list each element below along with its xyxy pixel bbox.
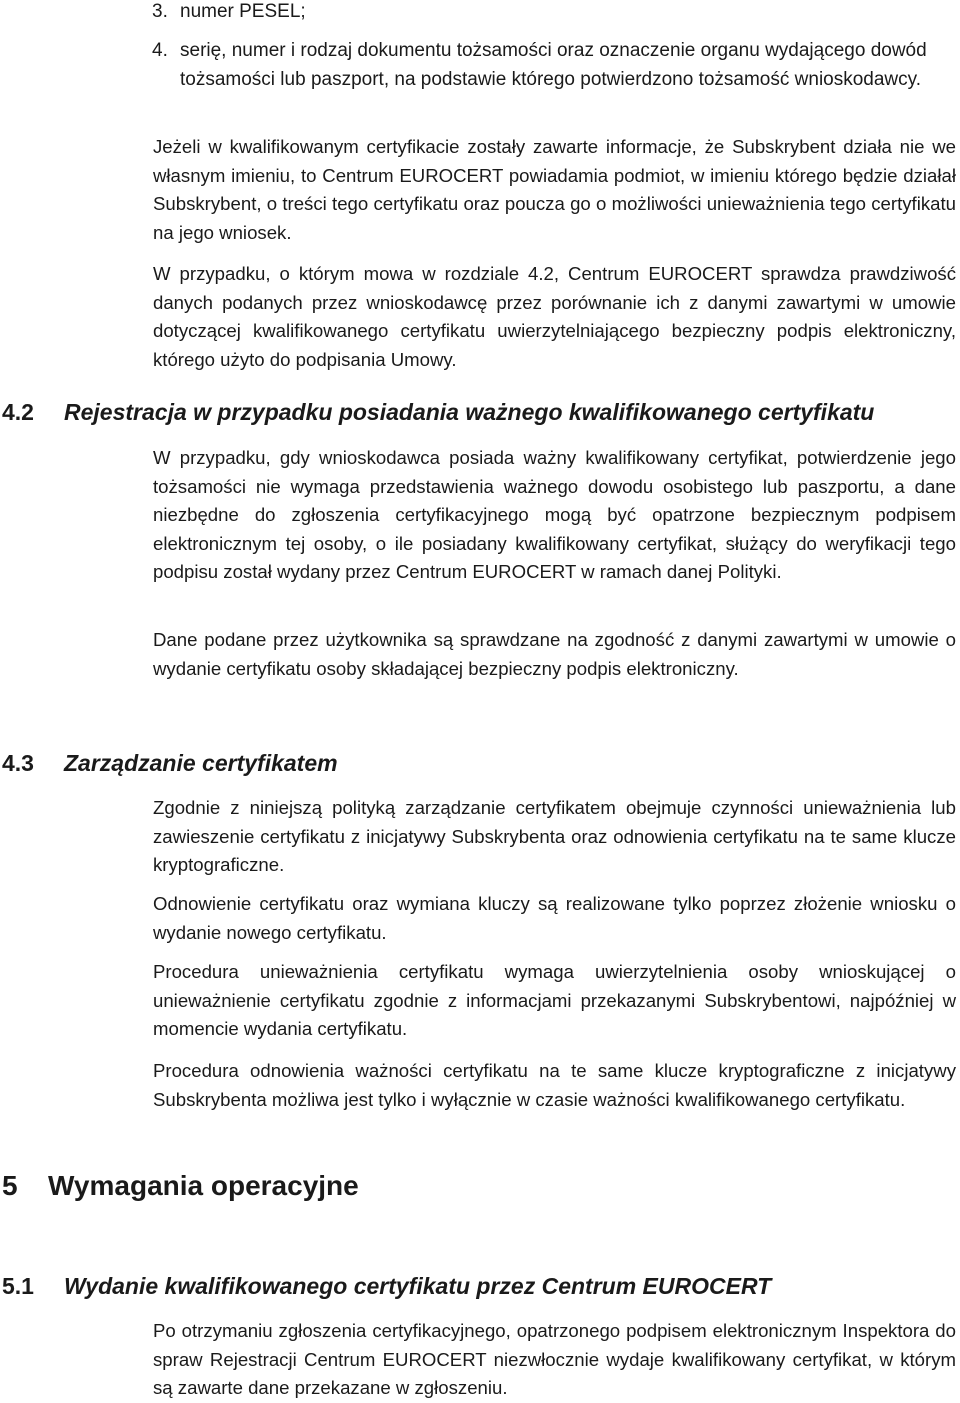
list-text: serię, numer i rodzaj dokumentu tożsamości oraz oznaczenie organu wydającego dowód tożsamości lub paszport, na podstawie którego potwierdzono tożsamość wnioskodawcy.	[180, 40, 927, 90]
list-number: 3.	[152, 1, 168, 22]
section-heading-4-2	[2, 399, 874, 426]
section-title: Wydanie kwalifikowanego certyfikatu przez Centrum EUROCERT	[64, 1273, 772, 1299]
section-heading-4-3	[2, 750, 338, 777]
paragraph: Jeżeli w kwalifikowanym certyfikacie zostały zawarte informacje, że Subskrybent działa nie we własnym imieniu, to Centrum EUROCERT powiadamia podmiot, w imieniu którego będzie działał Subskrybent, o treści tego certyfikatu oraz poucza go o możliwości unieważnienia tego certyfikatu na jego wniosek.	[153, 136, 956, 243]
paragraph: Odnowienie certyfikatu oraz wymiana kluczy są realizowane tylko poprzez złożenie wniosku o wydanie nowego certyfikatu.	[153, 893, 956, 943]
section-number: 5.1	[2, 1273, 34, 1299]
paragraph: Po otrzymaniu zgłoszenia certyfikacyjnego, opatrzonego podpisem elektronicznym Inspektora do spraw Rejestracji Centrum EUROCERT niezwłocznie wydaje kwalifikowany certyfikat, w którym są zawarte dane przekazane w zgłoszeniu.	[153, 1320, 956, 1398]
paragraph: W przypadku, o którym mowa w rozdziale 4.2, Centrum EUROCERT sprawdza prawdziwość danych podanych przez wnioskodawcę przez porównanie ich z danymi zawartymi w umowie dotyczącej kwalifikowanego certyfikatu uwierzytelniającego bezpieczny podpis elektroniczny, którego użyto do podpisania Umowy.	[153, 263, 956, 370]
paragraph: Procedura unieważnienia certyfikatu wymaga uwierzytelnienia osoby wnioskującej o unieważnienie certyfikatu zgodnie z informacjami przekazanymi Subskrybentowi, najpóźniej w momencie wydania certyfikatu.	[153, 961, 956, 1039]
list-number: 4.	[152, 40, 168, 61]
paragraph: W przypadku, gdy wnioskodawca posiada ważny kwalifikowany certyfikat, potwierdzenie jego tożsamości nie wymaga przedstawienia ważnego dowodu osobistego lub paszportu, a dane niezbędne do zgłoszenia certyfikacyjnego mogą być opatrzone bezpiecznym podpisem elektronicznym tej osoby, o ile posiadany kwalifikowany certyfikat, służący do weryfikacji tego podpisu został wydany przez Centrum EUROCERT w ramach danej Polityki.	[153, 447, 956, 582]
section-number: 4.3	[2, 750, 34, 776]
paragraph: Procedura odnowienia ważności certyfikatu na te same klucze kryptograficzne z inicjatywy Subskrybenta możliwa jest tylko i wyłącznie w czasie ważności kwalifikowanego certyfikatu.	[153, 1060, 956, 1110]
paragraph: Dane podane przez użytkownika są sprawdzane na zgodność z danymi zawartymi w umowie o wydanie certyfikatu osoby składającej bezpieczny podpis elektroniczny.	[153, 629, 956, 679]
section-number: 4.2	[2, 399, 34, 425]
list-text: numer PESEL;	[180, 1, 306, 22]
paragraph: Zgodnie z niniejszą polityką zarządzanie certyfikatem obejmuje czynności unieważnienia lub zawieszenie certyfikatu z inicjatywy Subskrybenta oraz odnowienia certyfikatu na te same klucze kryptograficzne.	[153, 797, 956, 875]
chapter-heading-5	[2, 1170, 359, 1202]
section-heading-5-1	[2, 1273, 771, 1300]
section-title: Zarządzanie certyfikatem	[64, 750, 338, 776]
section-title: Rejestracja w przypadku posiadania ważnego kwalifikowanego certyfikatu	[64, 399, 875, 425]
chapter-number: 5	[2, 1170, 18, 1201]
chapter-title: Wymagania operacyjne	[48, 1170, 359, 1201]
